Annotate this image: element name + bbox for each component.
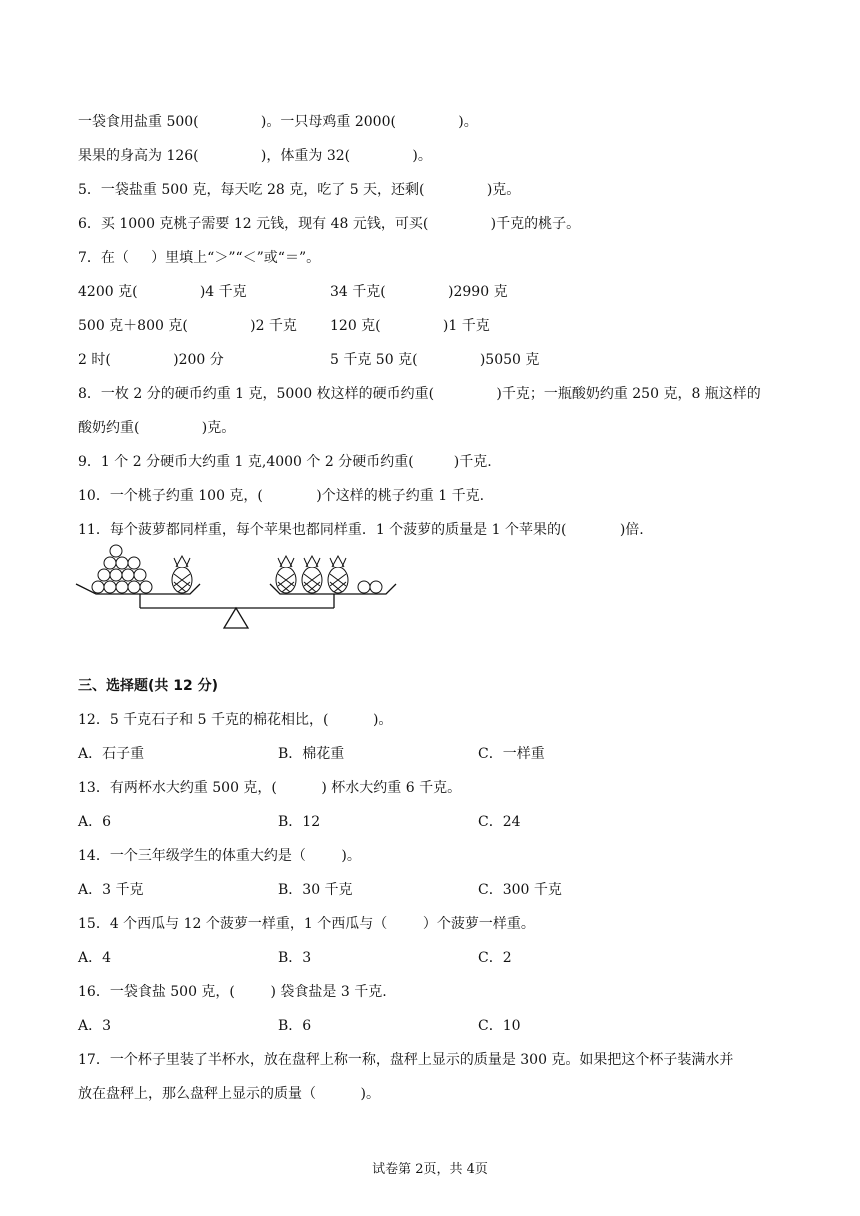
compare-item: 500 克＋800 克( )2 千克 (78, 318, 297, 334)
compare-item: 34 千克( )2990 克 (330, 284, 508, 300)
choice-c: C．24 (478, 814, 521, 830)
compare-item: 4200 克( )4 千克 (78, 284, 247, 300)
choice-a: A．4 (78, 950, 112, 966)
choice-c: C．2 (478, 950, 512, 966)
question-9: 9．1 个 2 分硬币大约重 1 克,4000 个 2 分硬币约重( )千克. (78, 454, 492, 470)
question-11: 11．每个菠萝都同样重，每个苹果也都同样重．1 个菠萝的质量是 1 个苹果的( )倍. (78, 522, 644, 538)
compare-item: 120 克( )1 千克 (330, 318, 490, 334)
balance-scale-illustration (72, 540, 412, 635)
pineapple-icon (172, 556, 192, 593)
page-footer: 试卷第 2页，共 4页 (372, 1162, 488, 1177)
choice-c: C．一样重 (478, 746, 545, 762)
choice-b: B．6 (278, 1018, 312, 1034)
question-7: 7．在（ ）里填上“＞”“＜”或“＝”。 (78, 250, 321, 266)
choice-a: A．3 千克 (78, 882, 144, 898)
choice-b: B．30 千克 (278, 882, 353, 898)
fulcrum-icon (224, 608, 248, 628)
apple-icon (92, 545, 152, 593)
question-13: 13．有两杯水大约重 500 克，( ) 杯水大约重 6 千克。 (78, 780, 462, 796)
question-12: 12．5 千克石子和 5 千克的棉花相比，( )。 (78, 712, 393, 728)
fill-blank-line-salt-hen: 一袋食用盐重 500( )。一只母鸡重 2000( )。 (78, 114, 478, 130)
question-6: 6．买 1000 克桃子需要 12 元钱，现有 48 元钱，可买( )千克的桃子。 (78, 216, 581, 232)
section-3-heading: 三、选择题(共 12 分) (78, 678, 219, 694)
compare-item: 5 千克 50 克( )5050 克 (330, 352, 540, 368)
choice-b: B．3 (278, 950, 312, 966)
question-14: 14．一个三年级学生的体重大约是（ )。 (78, 848, 361, 864)
fill-blank-line-height-weight: 果果的身高为 126( )，体重为 32( )。 (78, 148, 432, 164)
choice-c: C．10 (478, 1018, 521, 1034)
compare-item: 2 时( )200 分 (78, 352, 224, 368)
question-10: 10．一个桃子约重 100 克，( )个这样的桃子约重 1 千克. (78, 488, 485, 504)
question-17-line-1: 17．一个杯子里装了半杯水，放在盘秤上称一称，盘秤上显示的质量是 300 克。如果把这个杯子装满水并 (78, 1052, 734, 1068)
question-5: 5．一袋盐重 500 克，每天吃 28 克，吃了 5 天，还剩( )克。 (78, 182, 521, 198)
choice-b: B．12 (278, 814, 321, 830)
question-15: 15．4 个西瓜与 12 个菠萝一样重，1 个西瓜与（ ）个菠萝一样重。 (78, 916, 535, 932)
pineapple-icon (276, 556, 348, 593)
choice-b: B．棉花重 (278, 746, 345, 762)
choice-c: C．300 千克 (478, 882, 562, 898)
question-17-line-2: 放在盘秤上，那么盘秤上显示的质量（ )。 (78, 1086, 380, 1102)
question-8-line-2: 酸奶约重( )克。 (78, 420, 236, 436)
apple-icon (358, 581, 382, 593)
question-8-line-1: 8．一枚 2 分的硬币约重 1 克，5000 枚这样的硬币约重( )千克；一瓶酸奶约重 250 克，8 瓶这样的 (78, 386, 761, 402)
choice-a: A．6 (78, 814, 112, 830)
question-16: 16．一袋食盐 500 克，( ) 袋食盐是 3 千克. (78, 984, 387, 1000)
choice-a: A．石子重 (78, 746, 145, 762)
choice-a: A．3 (78, 1018, 112, 1034)
